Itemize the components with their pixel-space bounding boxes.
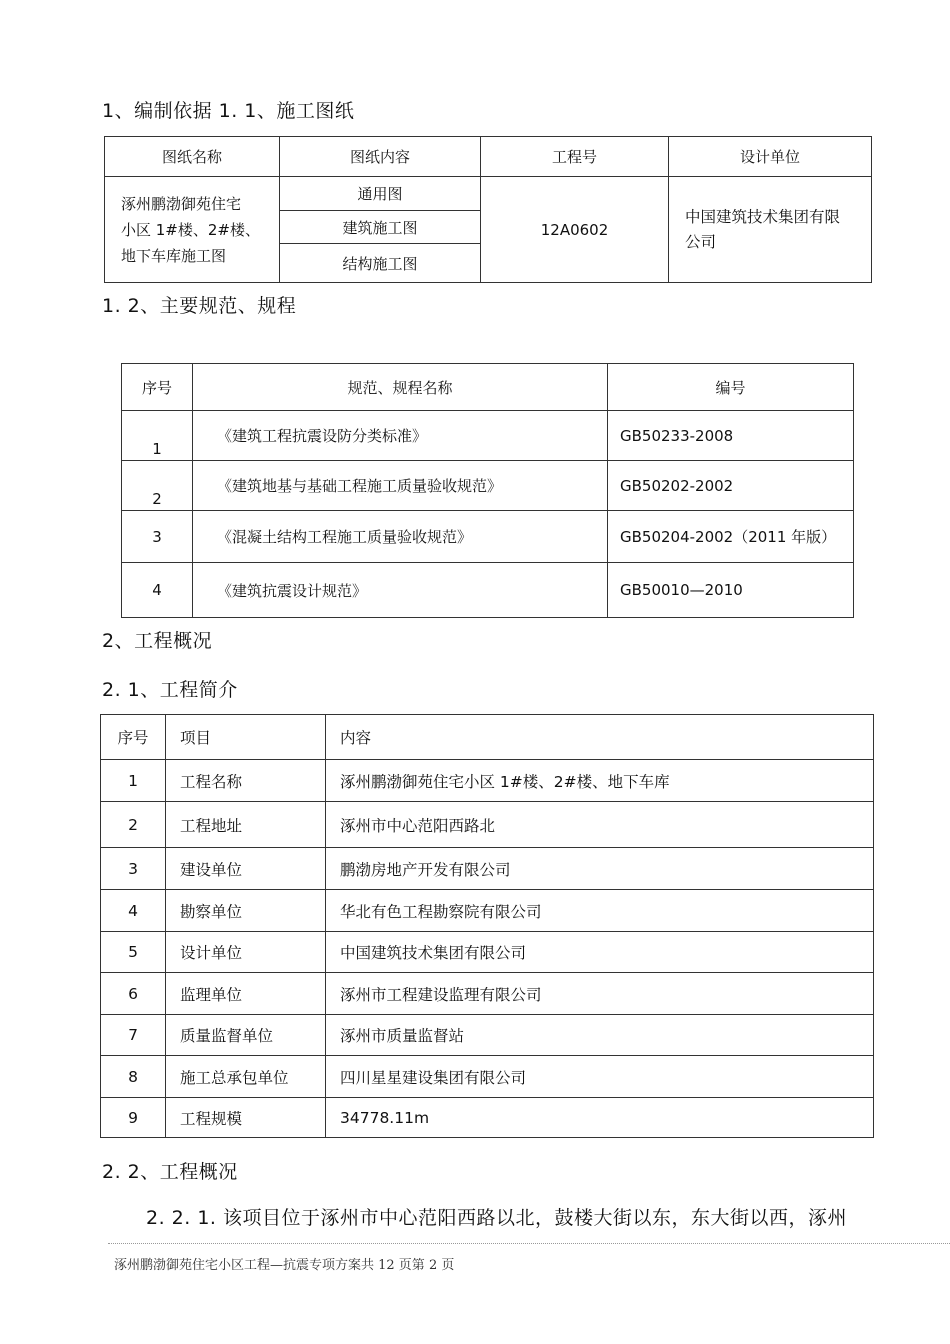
drawings-table xyxy=(104,136,872,283)
section-heading-2-2: 2. 2、工程概况 xyxy=(102,1161,238,1183)
row-item: 施工总承包单位 xyxy=(166,1056,326,1098)
paragraph-2-2-1: 2. 2. 1. 该项目位于涿州市中心范阳西路以北，鼓楼大街以东，东大街以西，涿州 xyxy=(146,1207,848,1229)
page-footer: 涿州鹏渤御苑住宅小区工程—抗震专项方案共 12 页第 2 页 xyxy=(114,1258,455,1273)
section-heading-1: 1、编制依据 1. 1、施工图纸 xyxy=(102,100,355,122)
header-content: 内容 xyxy=(326,715,874,760)
row-item: 质量监督单位 xyxy=(166,1015,326,1056)
table-row xyxy=(101,932,874,973)
design-unit-line: 中国建筑技术集团有限 xyxy=(685,207,841,226)
table-row xyxy=(101,848,874,890)
row-seq: 6 xyxy=(101,973,166,1015)
drawing-name-line: 涿州鹏渤御苑住宅 xyxy=(121,194,242,213)
row-content: 涿州鹏渤御苑住宅小区 1#楼、2#楼、地下车库 xyxy=(326,760,874,802)
drawing-name-cell xyxy=(105,177,280,283)
row-item: 建设单位 xyxy=(166,848,326,890)
header-item: 项目 xyxy=(166,715,326,760)
row-standard-code: GB50233-2008 xyxy=(608,411,854,461)
table-row xyxy=(101,760,874,802)
section-heading-2: 2、工程概况 xyxy=(102,630,213,652)
row-standard-code: GB50010—2010 xyxy=(608,563,854,618)
section-heading-1-2: 1. 2、主要规范、规程 xyxy=(102,295,297,317)
header-seq: 序号 xyxy=(122,364,193,411)
row-standard-name: 《建筑地基与基础工程施工质量验收规范》 xyxy=(193,461,608,511)
table-row xyxy=(122,411,854,461)
table-row xyxy=(101,973,874,1015)
row-seq: 2 xyxy=(122,461,193,511)
row-content: 涿州市质量监督站 xyxy=(326,1015,874,1056)
row-seq: 3 xyxy=(122,511,193,563)
overview-table xyxy=(100,714,874,1138)
row-item: 工程名称 xyxy=(166,760,326,802)
standards-table xyxy=(121,363,854,618)
row-standard-name: 《建筑工程抗震设防分类标准》 xyxy=(193,411,608,461)
drawing-content-structure: 结构施工图 xyxy=(280,244,481,283)
table-row xyxy=(122,563,854,618)
row-seq: 3 xyxy=(101,848,166,890)
row-seq: 4 xyxy=(122,563,193,618)
row-standard-name: 《建筑抗震设计规范》 xyxy=(193,563,608,618)
header-project-no: 工程号 xyxy=(481,137,669,177)
design-unit-cell xyxy=(669,177,872,283)
table-row xyxy=(101,890,874,932)
row-seq: 9 xyxy=(101,1098,166,1138)
row-seq: 7 xyxy=(101,1015,166,1056)
drawing-content-general: 通用图 xyxy=(280,177,481,211)
row-seq: 5 xyxy=(101,932,166,973)
header-drawing-content: 图纸内容 xyxy=(280,137,481,177)
table-row xyxy=(101,1015,874,1056)
row-seq: 4 xyxy=(101,890,166,932)
drawing-name-line: 小区 1#楼、2#楼、 xyxy=(121,220,260,239)
row-seq: 2 xyxy=(101,802,166,848)
row-content: 四川星星建设集团有限公司 xyxy=(326,1056,874,1098)
row-standard-code: GB50204-2002（2011 年版） xyxy=(608,511,854,563)
table-row xyxy=(101,1056,874,1098)
row-standard-code: GB50202-2002 xyxy=(608,461,854,511)
header-standard-name: 规范、规程名称 xyxy=(193,364,608,411)
header-drawing-name: 图纸名称 xyxy=(105,137,280,177)
row-seq: 8 xyxy=(101,1056,166,1098)
header-design-unit: 设计单位 xyxy=(669,137,872,177)
row-item: 勘察单位 xyxy=(166,890,326,932)
project-no-cell: 12A0602 xyxy=(481,177,669,283)
row-item: 工程规模 xyxy=(166,1098,326,1138)
row-item: 设计单位 xyxy=(166,932,326,973)
row-content: 涿州市工程建设监理有限公司 xyxy=(326,973,874,1015)
header-standard-code: 编号 xyxy=(608,364,854,411)
row-standard-name: 《混凝土结构工程施工质量验收规范》 xyxy=(193,511,608,563)
drawing-content-architecture: 建筑施工图 xyxy=(280,211,481,244)
header-seq: 序号 xyxy=(101,715,166,760)
row-content: 涿州市中心范阳西路北 xyxy=(326,802,874,848)
row-content: 鹏渤房地产开发有限公司 xyxy=(326,848,874,890)
table-row xyxy=(122,511,854,563)
row-content: 34778.11m xyxy=(326,1098,874,1138)
footer-divider xyxy=(108,1243,950,1244)
row-content: 中国建筑技术集团有限公司 xyxy=(326,932,874,973)
table-row xyxy=(101,802,874,848)
design-unit-line: 公司 xyxy=(685,232,717,251)
drawing-name-line: 地下车库施工图 xyxy=(121,246,227,265)
row-seq: 1 xyxy=(122,411,193,461)
row-item: 监理单位 xyxy=(166,973,326,1015)
table-row xyxy=(101,1098,874,1138)
section-heading-2-1: 2. 1、工程简介 xyxy=(102,679,238,701)
row-seq: 1 xyxy=(101,760,166,802)
row-item: 工程地址 xyxy=(166,802,326,848)
row-content: 华北有色工程勘察院有限公司 xyxy=(326,890,874,932)
table-row xyxy=(122,461,854,511)
